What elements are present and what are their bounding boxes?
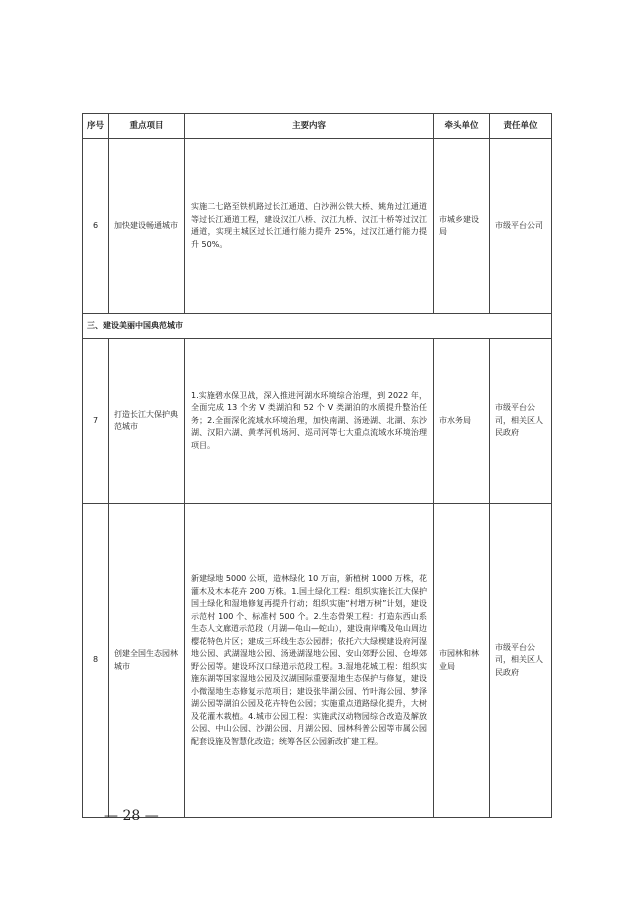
row-number: 8 <box>83 504 109 818</box>
project-name: 打造长江大保护典范城市 <box>109 339 185 504</box>
header-content: 主要内容 <box>185 114 434 139</box>
table-row <box>83 339 552 504</box>
responsible-unit: 市级平台公司，相关区人民政府 <box>490 504 552 818</box>
header-lead: 牵头单位 <box>434 114 490 139</box>
section-heading: 三、建设美丽中国典范城市 <box>83 314 552 339</box>
page-number: — 28 — <box>104 808 159 824</box>
row-number: 6 <box>83 139 109 314</box>
lead-unit: 市水务局 <box>434 339 490 504</box>
responsible-unit: 市级平台公司，相关区人民政府 <box>490 339 552 504</box>
lead-unit: 市城乡建设局 <box>434 139 490 314</box>
project-name: 创建全国生态园林城市 <box>109 504 185 818</box>
project-content: 新建绿地 5000 公顷，造林绿化 10 万亩，新植树 1000 万株，花灌木及木本花卉 200 万株。1.国土绿化工程：组织实施长江大保护国土绿化和湿地修复再提升行动；组织实施“村增万树”计划，建设示范村 100 个、标准村 500 个。2.生态骨架工程：打造东西山系生态人文廊道示范段（月湖—龟山—蛇山），建设南岸嘴及龟山周边樱花特色片区；建成三环线生态公园群；依托六大绿楔建设府河湿地公园、武湖湿地公园、汤逊湖湿地公园、安山郊野公园、仓埠郊野公园等。建设环汉口绿道示范段工程。3.湿地花城工程：组织实施东湖等国家湿地公园及汉湖国际重要湿地生态保护与修复，建设小微湿地生态修复示范项目；建设张毕湖公园、竹叶海公园、梦泽湖公园等湖泊公园及花卉特色公园；实施重点道路绿化提升，大树及花灌木栽植。4.城市公园工程：实施武汉动物园综合改造及解放公园、中山公园、沙湖公园、月湖公园、园林科普公园等市属公园配套设施及智慧化改造；统筹各区公园新改扩建工程。 <box>185 504 434 818</box>
responsible-unit: 市级平台公司 <box>490 139 552 314</box>
table-row <box>83 139 552 314</box>
header-responsible: 责任单位 <box>490 114 552 139</box>
project-name: 加快建设畅通城市 <box>109 139 185 314</box>
section-row <box>83 314 552 339</box>
key-projects-table <box>82 113 552 818</box>
header-no: 序号 <box>83 114 109 139</box>
project-content: 实施二七路至铁机路过长江通道、白沙洲公铁大桥、姚角过江通道等过长江通道工程，建设汉江八桥、汉江九桥、汉江十桥等过汉江通道，实现主城区过长江通行能力提升 25%，过汉江通行能力提升 50%。 <box>185 139 434 314</box>
row-number: 7 <box>83 339 109 504</box>
table-header-row <box>83 114 552 139</box>
lead-unit: 市园林和林业局 <box>434 504 490 818</box>
header-project: 重点项目 <box>109 114 185 139</box>
table-row <box>83 504 552 818</box>
project-content: 1.实施碧水保卫战，深入推进河湖水环境综合治理，到 2022 年，全面完成 13 个劣 V 类湖泊和 52 个 V 类湖泊的水质提升整治任务；2.全面深化流域水环境治理，加快南湖、汤逊湖、北湖、东沙湖、汉阳六湖、黄孝河机场河、巡司河等七大重点流域水环境治理项目。 <box>185 339 434 504</box>
